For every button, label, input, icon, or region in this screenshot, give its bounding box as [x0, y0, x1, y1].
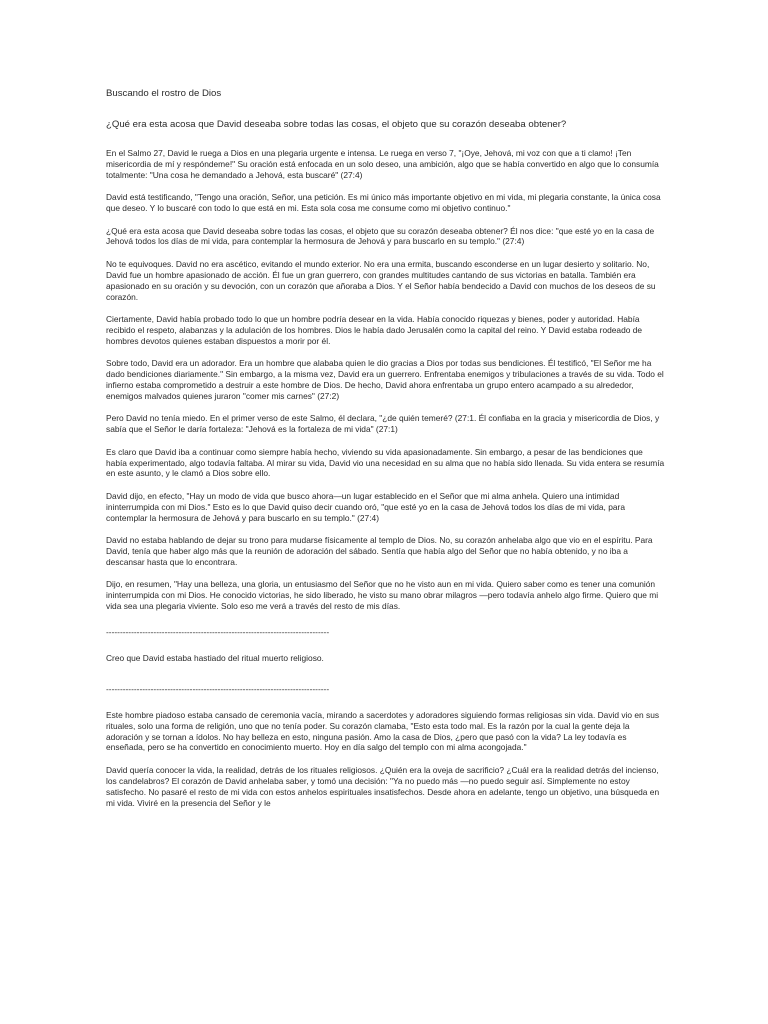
paragraph: Dijo, en resumen, "Hay una belleza, una gloria, un entusiasmo del Señor que no he visto aun en mi vida. Quiero saber como es tener una comunión ininterrumpida con mi Dios. He conocido victorias, he sido liberado, he visto su mano obrar milagros —pero todavía anhelo algo firme. Quiero que mi vida sea una plegaria viviente. Solo eso me verá a través del resto de mis días. — [106, 579, 659, 612]
document-page — [106, 88, 666, 820]
body-section-1 — [106, 148, 666, 612]
paragraph: David no estaba hablando de dejar su trono para mudarse físicamente al templo de Dios. No, su corazón anhelaba algo que vio en el espíritu. Para David, tenía que haber algo más que la reunión de adoración del sábado. Sentía que había algo del Señor que no había obtenido, y no iba a descansar hasta que lo encontrara. — [106, 535, 653, 567]
body-section-2 — [106, 710, 666, 809]
paragraph: Ciertamente, David había probado todo lo que un hombre podría desear en la vida. Había conocido riquezas y bienes, poder y autoridad. Había recibido el respeto, alabanzas y la adulación de los hombres. Dios le había dado Jerusalén como la capital del reino. Y David estaba rodeado de hombres devotos quienes estaban dispuestos a morir por él. — [106, 313, 643, 346]
paragraph: Pero David no tenía miedo. En el primer verso de este Salmo, él declara, "¿de quién temeré? (27:1. Él confiaba en la gracia y misericordia de Dios, y sabía que el Señor le daría fortaleza: "Jehová es la fortaleza de mi vida" (27:1) — [106, 413, 660, 435]
paragraph: Este hombre piadoso estaba cansado de ceremonia vacía, mirando a sacerdotes y adoradores siguiendo formas religiosas sin vida. David vio en sus rituales, solo una forma de religión, uno que no tenía poder. Su corazón clamaba, "Esto esta todo mal. Es la razón por la cual la gente deja la adoración y se tornan a ídolos. No hay belleza en esto, ninguna pasión. Amo la casa de Dios, ¿pero que pasó con la vida? La ley todavía es enseñada, pero se ha convertido en conocimiento muerto. Hoy en día salgo del templo con mi alma acongojada." — [106, 709, 660, 753]
paragraph: David dijo, en efecto, "Hay un modo de vida que busco ahora—un lugar establecido en el Señor que mi alma anhela. Quiero una intimidad ininterrumpida con mi Dios." Esto es lo que David quiso decir cuando oró, "que esté yo en la casa de Jehová todos los días de mi vida, para contemplar la hermosura de Jehová y para buscarlo en su templo." (27:4) — [106, 490, 625, 523]
paragraph: En el Salmo 27, David le ruega a Dios en una plegaria urgente e intensa. Le ruega en verso 7, "¡Oye, Jehová, mi voz con que a ti clamo! ¡Ten misericordia de mí y respóndeme!" Su oración está enfocada en un solo deseo, una ambición, algo que se había convertido en algo que lo consumía totalmente: "Una cosa he demandado a Jehová, esta buscaré" (27:4) — [106, 148, 659, 180]
opening-question: ¿Qué era esta acosa que David deseaba sobre todas las cosas, el objeto que su corazón deseaba obtener? — [106, 119, 567, 130]
document-title: Buscando el rostro de Dios — [106, 88, 222, 99]
standalone-statement: Creo que David estaba hastiado del ritual muerto religioso. — [106, 652, 324, 663]
paragraph: David quería conocer la vida, la realidad, detrás de los rituales religiosos. ¿Quién era la oveja de sacrificio? ¿Cuál era la realidad detrás del incienso, los candelabros? El corazón de David anhelaba saber, y tomó una decisión: "Ya no puedo más —no puedo seguir así. Simplemente no estoy satisfecho. No pasaré el resto de mi vida con estos anhelos espirituales insatisfechos. Desde ahora en adelante, tengo un objetivo, una búsqueda en mi vida. Viviré en la presencia del Señor y le — [106, 764, 660, 808]
separator-line: -------------------------------------------------------------------------------- — [106, 627, 330, 637]
paragraph: ¿Qué era esta acosa que David deseaba sobre todas las cosas, el objeto que su corazón deseaba obtener? Él nos dice: "que esté yo en la casa de Jehová todos los días de mi vida, para contemplar la hermosura de Jehová y para buscarlo en su templo." (27:4) — [106, 225, 655, 247]
paragraph: Sobre todo, David era un adorador. Era un hombre que alababa quien le dio gracias a Dios por todas sus bendiciones. Él testificó, "El Señor me ha dado bendiciones diariamente." Sin embargo, a la misma vez, David era un guerrero. Enfrentaba enemigos y tribulaciones a través de su vida. Todo el infierno estaba comprometido a destruir a este hombre de Dios. De hecho, David ahora enfrentaba un grupo entero acampado a su alrededor, enemigos malvados quienes juraron "comer mis carnes" (27:2) — [106, 358, 664, 401]
paragraph: No te equivoques. David no era ascético, evitando el mundo exterior. No era una ermita, buscando esconderse en un lugar desierto y solitario. No, David fue un hombre apasionado de acción. Él fue un gran guerrero, con grandes multitudes cantando de sus victorias en batalla. También era apasionado en su oración y su devoción, con un corazón que añoraba a Dios. Y el Señor había bendecido a David con muchos de los deseos de su corazón. — [106, 258, 656, 302]
paragraph: Es claro que David iba a continuar como siempre había hecho, viviendo su vida apasionadamente. Sin embargo, a pesar de las bendiciones que había experimentado, algo todavía faltaba. Al mirar su vida, David vio una necesidad en su alma que no había sido llenada. Su vida entera se resumía en este asunto, y le clamó a Dios sobre ello. — [106, 446, 665, 479]
separator-line: -------------------------------------------------------------------------------- — [106, 683, 330, 694]
paragraph: David está testificando, "Tengo una oración, Señor, una petición. Es mi único más importante objetivo en mi vida, mi plegaria constante, la única cosa que deseo. Y lo buscaré con todo lo que está en mi. Esta sola cosa me consume como mi objetivo continuo." — [106, 192, 661, 214]
